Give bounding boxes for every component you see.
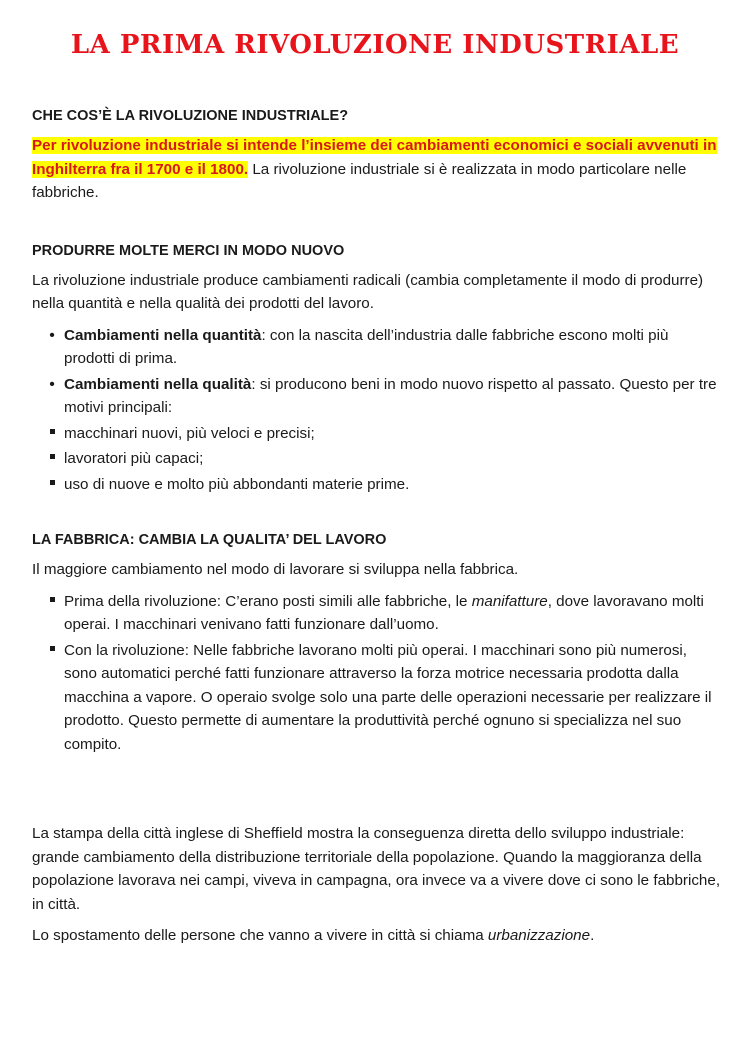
list-item-text: macchinari nuovi, più veloci e precisi; — [64, 424, 315, 442]
definition-rest: La rivoluzione industriale si è realizzata in modo particolare nelle fabbriche. — [32, 160, 687, 201]
list-item-term: Cambiamenti nella qualità — [64, 375, 252, 393]
square-bullet-icon — [46, 590, 58, 614]
list-item-text: : si producono beni in modo nuovo rispetto al passato. Questo per tre motivi principali: — [64, 375, 717, 416]
definition-paragraph — [32, 134, 722, 205]
urbanization-paragraph — [32, 924, 722, 948]
document-body — [32, 104, 722, 956]
emphasis-text: manifatture — [471, 592, 548, 610]
list-item-term: Cambiamenti nella quantità — [64, 326, 262, 344]
paragraph-text: Lo spostamento delle persone che vanno a vivere in città si chiama — [32, 927, 488, 944]
paragraph-text: . — [590, 927, 595, 944]
section-heading-factory: LA FABBRICA: CAMBIA LA QUALITA’ DEL LAVORO — [32, 532, 387, 548]
list-item — [32, 373, 722, 420]
list-item — [32, 447, 722, 471]
square-bullet-icon — [46, 422, 58, 446]
factory-list — [32, 590, 722, 757]
list-item-text: : con la nascita dell’industria dalle fabbriche escono molti più prodotti di prima. — [64, 326, 669, 367]
bullet-icon — [46, 324, 58, 348]
square-bullet-icon — [46, 473, 58, 497]
list-item — [32, 324, 722, 371]
list-item-text: Con la rivoluzione: Nelle fabbriche lavorano molti più operai. I macchinari sono più numerosi, sono automatici perché fatti funzionare attraverso la forza motrice necessaria prodotta dalla macchina a vapore. O operaio svolge solo una parte delle operazioni necessarie per realizzare il prodotto. Questo permette di aumentare la produttività perché ognuno si specializza nel suo compito. — [64, 641, 712, 753]
list-item — [32, 639, 722, 757]
emphasis-text: urbanizzazione — [487, 927, 591, 944]
produce-intro: La rivoluzione industriale produce cambiamenti radicali (cambia completamente il modo di produrre) nella quantità e nella qualità dei prodotti del lavoro. — [32, 271, 704, 312]
highlighted-definition: Per rivoluzione industriale si intende l’insieme dei cambiamenti economici e sociali avvenuti in Inghilterra fra il 1700 e il 1800. — [32, 137, 717, 178]
list-item — [32, 590, 722, 637]
square-bullet-icon — [46, 447, 58, 471]
sheffield-paragraph: La stampa della città inglese di Sheffield mostra la conseguenza diretta dello sviluppo industriale: grande cambiamento della distribuzione territoriale della popolazione. Quando la maggioranza della popolazione lavorava nei campi, viveva in campagna, ora invece va a vivere dove ci sono le fabbriche, in città. — [32, 825, 721, 913]
square-bullet-icon — [46, 639, 58, 663]
list-item — [32, 422, 722, 446]
list-item-text: lavoratori più capaci; — [64, 450, 204, 467]
section-heading-what-is: CHE COS’È LA RIVOLUZIONE INDUSTRIALE? — [32, 108, 349, 124]
list-item-text: , dove lavoravano molti operai. I macchinari venivano fatti funzionare dall’uomo. — [64, 592, 704, 633]
page-title: LA PRIMA RIVOLUZIONE INDUSTRIALE — [70, 30, 680, 60]
section-heading-produce: PRODURRE MOLTE MERCI IN MODO NUOVO — [32, 242, 345, 259]
bullet-icon — [46, 373, 58, 397]
changes-list — [32, 324, 722, 497]
list-item-text: uso di nuove e molto più abbondanti materie prime. — [64, 475, 410, 493]
list-item-text: Prima della rivoluzione: C’erano posti simili alle fabbriche, le — [64, 592, 472, 610]
list-item — [32, 473, 722, 497]
factory-intro: Il maggiore cambiamento nel modo di lavorare si sviluppa nella fabbrica. — [32, 561, 519, 578]
